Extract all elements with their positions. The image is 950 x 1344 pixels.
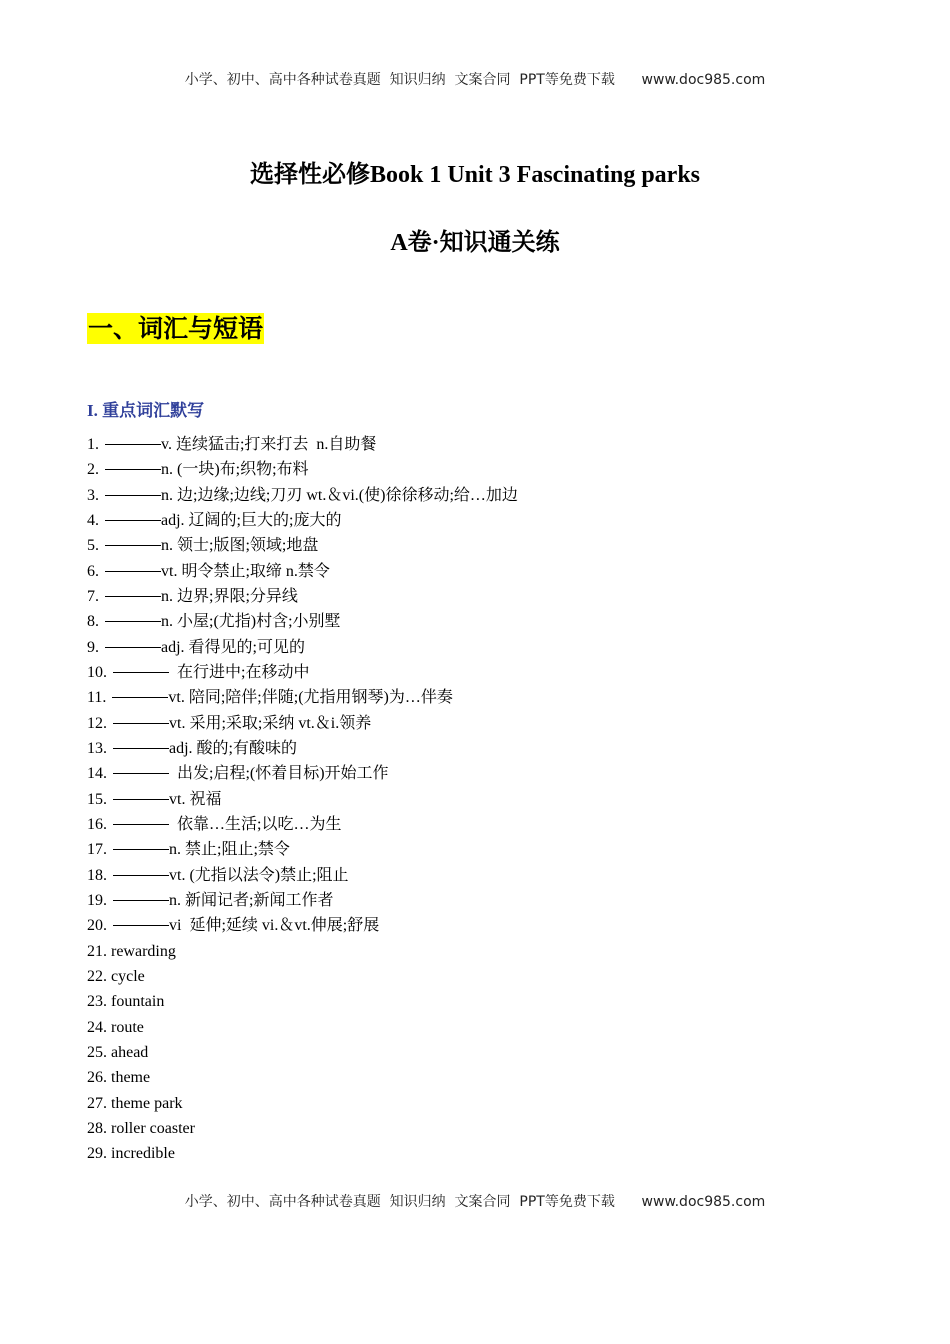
answer-text: cycle bbox=[111, 967, 145, 985]
answer-text: theme park bbox=[111, 1094, 183, 1112]
item-definition: vt. (尤指以法令)禁止;阻止 bbox=[169, 866, 349, 884]
item-number: 19. bbox=[87, 891, 107, 909]
item-number: 23. bbox=[87, 993, 107, 1011]
answer-item bbox=[87, 964, 518, 989]
answer-text: ahead bbox=[111, 1043, 149, 1061]
answer-blank[interactable] bbox=[105, 519, 161, 521]
answer-blank[interactable] bbox=[113, 747, 169, 749]
answer-text: rewarding bbox=[111, 942, 176, 960]
vocab-item bbox=[87, 837, 518, 862]
vocab-item bbox=[87, 432, 518, 457]
item-number: 27. bbox=[87, 1094, 107, 1112]
item-number: 18. bbox=[87, 866, 107, 884]
vocab-item bbox=[87, 508, 518, 533]
item-definition: n. 边;边缘;边线;刀刃 wt.＆vi.(使)徐徐移动;给…加边 bbox=[161, 486, 518, 504]
item-definition: n. 小屋;(尤指)村含;小别墅 bbox=[161, 613, 341, 631]
item-number: 22. bbox=[87, 967, 107, 985]
vocab-item bbox=[87, 660, 518, 685]
answer-blank[interactable] bbox=[105, 595, 161, 597]
section-heading: 一、词汇与短语 bbox=[88, 314, 264, 343]
item-definition: adj. 辽阔的;巨大的;庞大的 bbox=[161, 511, 342, 529]
vocab-item bbox=[87, 584, 518, 609]
item-definition: n. 禁止;阻止;禁令 bbox=[169, 841, 290, 859]
answer-blank[interactable] bbox=[105, 468, 161, 470]
item-number: 26. bbox=[87, 1069, 107, 1087]
vocab-item bbox=[87, 457, 518, 482]
item-number: 1. bbox=[87, 436, 99, 453]
item-number: 12. bbox=[87, 714, 107, 732]
item-number: 24. bbox=[87, 1018, 107, 1036]
document-title: 选择性必修Book 1 Unit 3 Fascinating parks bbox=[249, 162, 701, 188]
answer-item bbox=[87, 939, 518, 964]
page-footer: 小学、初中、高中各种试卷真题 知识归纳 文案合同 PPT等免费下载 www.doc985.com bbox=[184, 1194, 766, 1210]
answer-text: route bbox=[111, 1018, 144, 1036]
item-number: 14. bbox=[87, 765, 107, 783]
answer-blank[interactable] bbox=[113, 722, 169, 724]
vocab-item bbox=[87, 736, 518, 761]
answer-item bbox=[87, 1091, 518, 1116]
answer-item bbox=[87, 1141, 518, 1166]
answer-blank[interactable] bbox=[113, 671, 169, 673]
answer-text: roller coaster bbox=[111, 1119, 195, 1137]
vocab-item bbox=[87, 483, 518, 508]
answer-blank[interactable] bbox=[105, 544, 161, 546]
item-definition: n. 领士;版图;领域;地盘 bbox=[161, 537, 319, 555]
item-number: 10. bbox=[87, 663, 107, 681]
item-number: 2. bbox=[87, 461, 99, 479]
page-header: 小学、初中、高中各种试卷真题 知识归纳 文案合同 PPT等免费下载 www.doc985.com bbox=[184, 72, 766, 88]
item-number: 7. bbox=[87, 587, 99, 605]
vocab-item bbox=[87, 533, 518, 558]
item-definition: 在行进中;在移动中 bbox=[169, 663, 310, 681]
item-definition: vt. 陪同;陪伴;伴随;(尤指用钢琴)为…伴奏 bbox=[168, 689, 453, 707]
item-number: 6. bbox=[87, 562, 99, 580]
item-definition: vt. 明令禁止;取缔 n.禁令 bbox=[161, 562, 330, 580]
item-definition: 出发;启程;(怀着目标)开始工作 bbox=[169, 765, 389, 783]
answer-blank[interactable] bbox=[113, 924, 169, 926]
vocab-item bbox=[87, 685, 518, 710]
answer-text: fountain bbox=[111, 993, 165, 1011]
item-number: 11. bbox=[87, 689, 107, 707]
item-definition: vt. 采用;采取;采纳 vt.＆i.领养 bbox=[169, 714, 372, 732]
item-definition: adj. 看得见的;可见的 bbox=[161, 638, 305, 656]
answer-blank[interactable] bbox=[105, 570, 161, 572]
answer-blank[interactable] bbox=[105, 443, 161, 445]
subsection-heading: I. 重点词汇默写 bbox=[87, 401, 205, 420]
vocab-item bbox=[87, 711, 518, 736]
answer-item bbox=[87, 1116, 518, 1141]
item-number: 20. bbox=[87, 917, 107, 935]
item-number: 16. bbox=[87, 815, 107, 833]
answer-blank[interactable] bbox=[105, 646, 161, 648]
vocabulary-list bbox=[87, 432, 518, 1167]
answer-blank[interactable] bbox=[112, 696, 168, 698]
vocab-item bbox=[87, 559, 518, 584]
item-number: 5. bbox=[87, 537, 99, 555]
vocab-item bbox=[87, 635, 518, 660]
answer-text: incredible bbox=[111, 1145, 175, 1163]
answer-blank[interactable] bbox=[113, 772, 169, 774]
answer-blank[interactable] bbox=[113, 899, 169, 901]
answer-blank[interactable] bbox=[105, 620, 161, 622]
answer-blank[interactable] bbox=[113, 823, 169, 825]
vocab-item bbox=[87, 761, 518, 786]
item-number: 4. bbox=[87, 511, 99, 529]
item-definition: v. 连续猛击;打来打去 n.自助餐 bbox=[161, 436, 377, 453]
vocab-item bbox=[87, 863, 518, 888]
item-definition: n. 新闻记者;新闻工作者 bbox=[169, 891, 334, 909]
item-number: 13. bbox=[87, 739, 107, 757]
answer-blank[interactable] bbox=[113, 874, 169, 876]
item-number: 29. bbox=[87, 1145, 107, 1163]
item-number: 8. bbox=[87, 613, 99, 631]
item-number: 15. bbox=[87, 790, 107, 808]
answer-item bbox=[87, 1040, 518, 1065]
item-definition: n. (一块)布;织物;布料 bbox=[161, 461, 309, 479]
item-definition: 依靠…生活;以吃…为生 bbox=[169, 815, 342, 833]
answer-blank[interactable] bbox=[113, 848, 169, 850]
item-definition: vi 延伸;延续 vi.＆vt.伸展;舒展 bbox=[169, 917, 380, 935]
item-definition: vt. 祝福 bbox=[169, 790, 222, 808]
item-number: 21. bbox=[87, 942, 107, 960]
vocab-item bbox=[87, 787, 518, 812]
item-number: 25. bbox=[87, 1043, 107, 1061]
vocab-item bbox=[87, 913, 518, 938]
document-subtitle: A卷·知识通关练 bbox=[390, 230, 560, 256]
item-number: 9. bbox=[87, 638, 99, 656]
answer-blank[interactable] bbox=[113, 798, 169, 800]
vocab-item bbox=[87, 812, 518, 837]
item-number: 28. bbox=[87, 1119, 107, 1137]
answer-blank[interactable] bbox=[105, 494, 161, 496]
answer-item bbox=[87, 989, 518, 1014]
item-definition: n. 边界;界限;分异线 bbox=[161, 587, 298, 605]
item-number: 17. bbox=[87, 841, 107, 859]
vocab-item bbox=[87, 888, 518, 913]
answer-item bbox=[87, 1065, 518, 1090]
vocab-item bbox=[87, 609, 518, 634]
item-number: 3. bbox=[87, 486, 99, 504]
answer-text: theme bbox=[111, 1069, 151, 1087]
answer-item bbox=[87, 1015, 518, 1040]
item-definition: adj. 酸的;有酸味的 bbox=[169, 739, 297, 757]
